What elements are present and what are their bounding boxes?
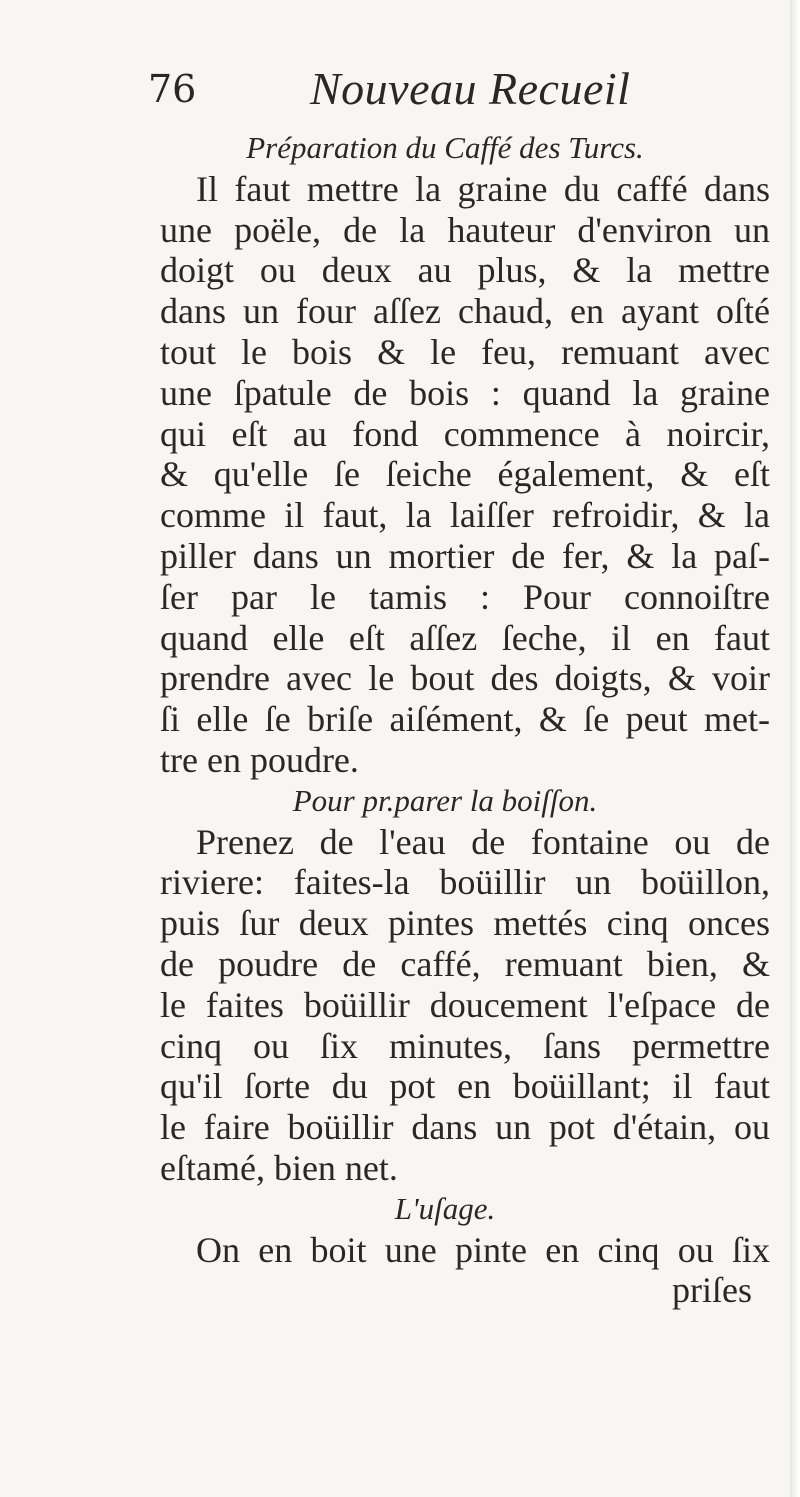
text-line: Il faut mettre la graine du caffé dans	[196, 168, 770, 209]
catchword: priſes	[672, 1270, 752, 1311]
text-line: qu'il ſorte du pot en boüillant; il faut	[160, 1066, 770, 1107]
section-heading-drink-preparation: Pour pr.parer la boiſſon.	[292, 782, 598, 818]
text-line: le faites boüillir doucement l'eſpace de	[160, 984, 770, 1025]
text-line: comme il faut, la laiſſer refroidir, & la	[160, 495, 770, 536]
text-line: cinq ou ſix minutes, ſans permettre	[160, 1025, 770, 1066]
text-line: tre en poudre.	[160, 739, 359, 780]
text-line: piller dans un mortier de fer, & la paſ-	[160, 535, 770, 576]
text-line: eſtamé, bien net.	[160, 1147, 398, 1188]
text-line: puis ſur deux pintes mettés cinq onces	[160, 903, 770, 944]
running-title: Nouveau Recueil	[310, 63, 631, 114]
text-line: tout le bois & le feu, remuant avec	[160, 331, 770, 372]
text-line: une ſpatule de bois : quand la graine	[160, 372, 770, 413]
text-line: & qu'elle ſe ſeiche également, & eſt	[160, 454, 770, 495]
text-line: de poudre de caffé, remuant bien, &	[160, 943, 770, 984]
page-number: 76	[148, 67, 197, 111]
section-heading-usage: L'uſage.	[394, 1190, 496, 1226]
text-line: prendre avec le bout des doigts, & voir	[160, 658, 770, 699]
text-line: le faire boüillir dans un pot d'étain, ou	[160, 1107, 770, 1148]
text-line: quand elle eſt aſſez ſeche, il en faut	[160, 617, 770, 658]
page-edge	[790, 0, 800, 1497]
running-head	[148, 64, 748, 124]
text-line: doigt ou deux au plus, & la mettre	[160, 250, 770, 291]
text-line: On en boit une pinte en cinq ou ſix	[196, 1229, 770, 1270]
text-line: ſi elle ſe briſe aiſément, & ſe peut met-	[160, 699, 770, 740]
text-line: une poële, de la hauteur d'environ un	[160, 209, 770, 250]
text-line: Prenez de l'eau de fontaine ou de	[196, 821, 770, 862]
text-line: dans un four aſſez chaud, en ayant oſté	[160, 291, 770, 332]
text-line: qui eſt au fond commence à noircir,	[160, 413, 770, 454]
page-body	[160, 128, 770, 1311]
text-line: ſer par le tamis : Pour connoiſtre	[160, 576, 770, 617]
text-line: riviere: faites-la boüillir un boüillon,	[160, 862, 770, 903]
section-heading-coffee-preparation: Préparation du Caffé des Turcs.	[246, 130, 644, 165]
